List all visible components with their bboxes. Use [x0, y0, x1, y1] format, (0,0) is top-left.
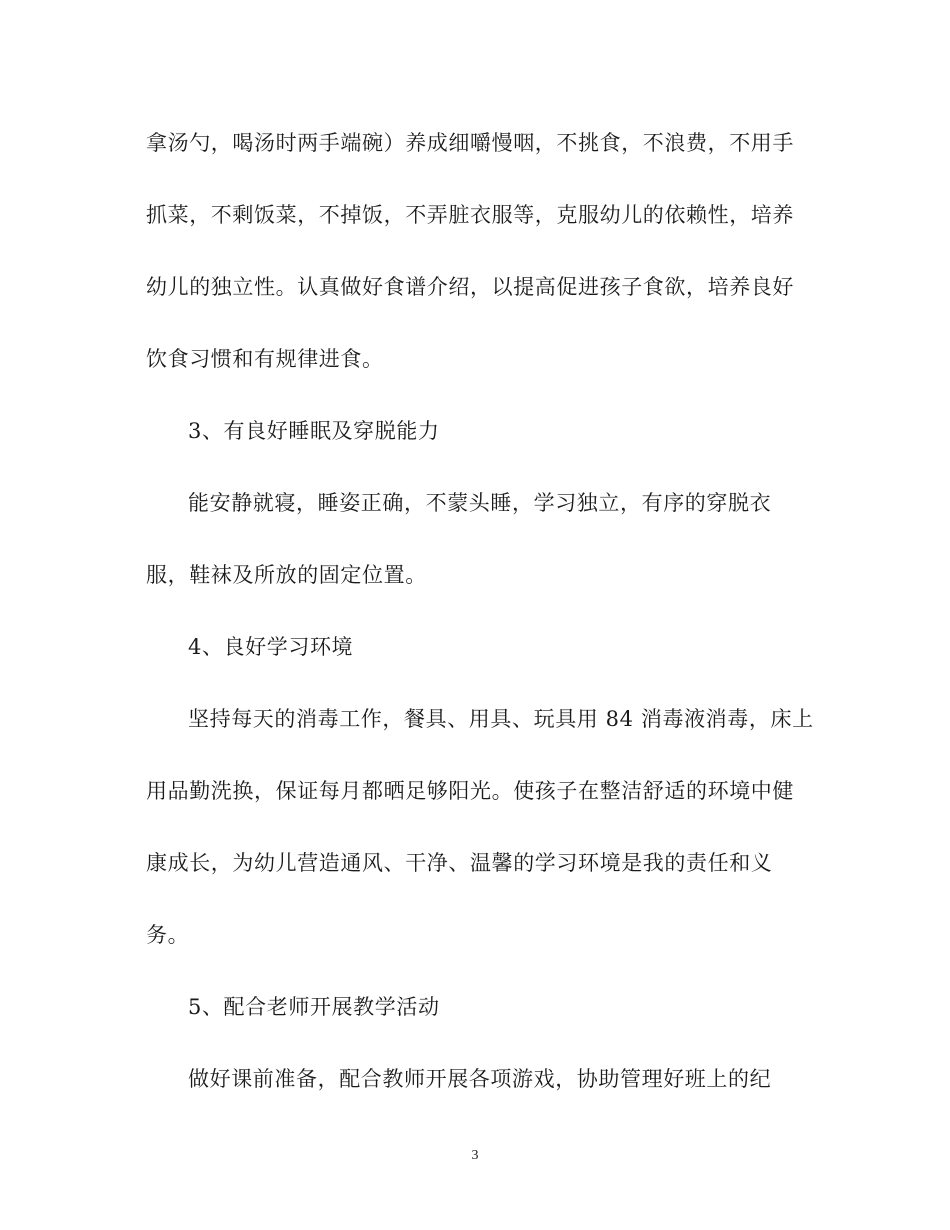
section-heading: 4、良好学习环境 [188, 635, 354, 659]
paragraph-line: 拿汤勺，喝汤时两手端碗）养成细嚼慢咽，不挑食，不浪费，不用手 [146, 131, 794, 155]
paragraph-line: 用品勤洗换，保证每月都晒足够阳光。使孩子在整洁舒适的环境中健 [146, 779, 794, 803]
paragraph-line: 做好课前准备，配合教师开展各项游戏，协助管理好班上的纪 [188, 1067, 772, 1091]
section-heading: 5、配合老师开展教学活动 [188, 995, 440, 1019]
paragraph-line: 服，鞋袜及所放的固定位置。 [146, 563, 427, 587]
paragraph-line: 康成长，为幼儿营造通风、干净、温馨的学习环境是我的责任和义 [146, 851, 773, 875]
paragraph-line: 坚持每天的消毒工作，餐具、用具、玩具用 84 消毒液消毒，床上 [188, 707, 814, 731]
paragraph-line: 幼儿的独立性。认真做好食谱介绍，以提高促进孩子食欲，培养良好 [146, 275, 794, 299]
paragraph-line: 抓菜，不剩饭菜，不掉饭，不弄脏衣服等，克服幼儿的依赖性，培养 [146, 203, 794, 227]
paragraph-line: 能安静就寝，睡姿正确，不蒙头睡，学习独立，有序的穿脱衣 [188, 491, 772, 515]
paragraph-line: 饮食习惯和有规律进食。 [146, 347, 384, 371]
paragraph-line: 务。 [146, 923, 190, 947]
section-heading: 3、有良好睡眠及穿脱能力 [188, 419, 440, 443]
page-number: 3 [471, 1148, 479, 1163]
